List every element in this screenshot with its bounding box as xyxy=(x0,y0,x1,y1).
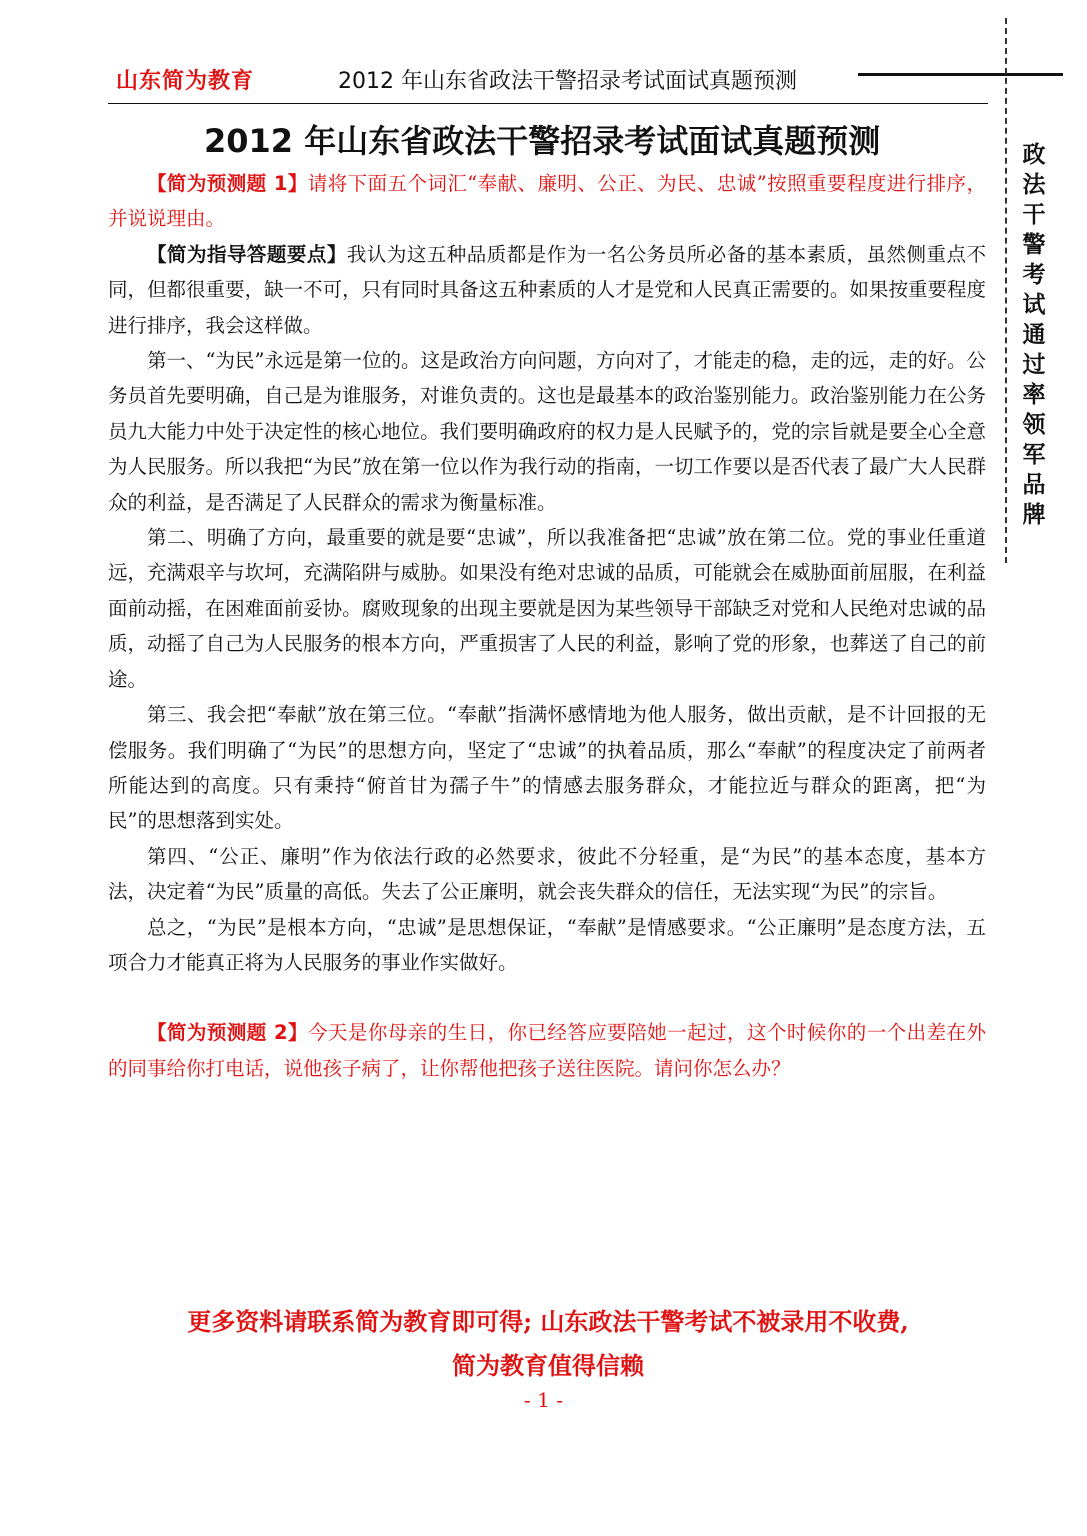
question-1-text: 请将下面五个词汇“奉献、廉明、公正、为民、忠诚”按照重要程度进行排序，并说说理由。 xyxy=(108,172,986,231)
question-1 xyxy=(108,166,986,237)
answer-paragraph-4: 第四、“公正、廉明”作为依法行政的必然要求，彼此不分轻重，是“为民”的基本态度，基本方法，决定着“为民”质量的高低。失去了公正廉明，就会丧失群众的信任，无法实现“为民”的宗旨。 xyxy=(108,844,986,904)
answer-paragraph-5: 总之，“为民”是根本方向，“忠诚”是思想保证，“奉献”是情感要求。“公正廉明”是态度方法，五项合力才能真正将为人民服务的事业作实做好。 xyxy=(108,915,986,974)
answer-intro-text: 我认为这五种品质都是作为一名公务员所必备的基本素质，虽然侧重点不同，但都很重要，缺一不可，只有同时具备这五种素质的人才是党和人民真正需要的。如果按重要程度进行排序，我会这样做。 xyxy=(108,242,986,337)
question-2 xyxy=(108,1015,986,1086)
cut-line xyxy=(1005,18,1007,563)
answer-label: 【简为指导答题要点】 xyxy=(147,242,347,266)
answer-intro xyxy=(108,237,986,343)
header-title: 2012 年山东省政法干警招录考试面试真题预测 xyxy=(338,69,797,94)
page-title: 2012 年山东省政法干警招录考试面试真题预测 xyxy=(204,122,881,160)
answer-paragraph-3: 第三、我会把“奉献”放在第三位。“奉献”指满怀感情地为他人服务，做出贡献，是不计回报的无偿服务。我们明确了“为民”的思想方向，坚定了“忠诚”的执着品质，那么“奉献”的程度决定了前两者所能达到的高度。只有秉持“俯首甘为孺子牛”的情感去服务群众，才能拉近与群众的距离，把“为民”的思想落到实处。 xyxy=(108,703,986,833)
footer-promo xyxy=(108,1300,988,1388)
page-number: - 1 - xyxy=(524,1388,563,1412)
document-body xyxy=(108,166,986,1086)
answer-paragraph-2: 第二、明确了方向，最重要的就是要“忠诚”，所以我准备把“忠诚”放在第二位。党的事业任重道远，充满艰辛与坎坷，充满陷阱与威胁。如果没有绝对忠诚的品质，可能就会在威胁面前屈服，在利益面前动摇，在困难面前妥协。腐败现象的出现主要就是因为某些领导干部缺乏对党和人民绝对忠诚的品质，动摇了自己为人民服务的根本方向，严重损害了人民的利益，影响了党的形象，也葬送了自己的前途。 xyxy=(108,526,986,691)
question-1-label: 【简为预测题 1】 xyxy=(147,172,308,195)
header-rule-thin xyxy=(108,103,988,104)
header-brand: 山东简为教育 xyxy=(116,68,255,94)
header-rule-thick xyxy=(858,73,1063,76)
footer-line-1: 更多资料请联系简为教育即可得; 山东政法干警考试不被录用不收费, xyxy=(187,1307,909,1336)
question-2-label: 【简为预测题 2】 xyxy=(147,1021,308,1045)
question-2-text: 今天是你母亲的生日，你已经答应要陪她一起过，这个时候你的一个出差在外的同事给你打电话，说他孩子病了，让你帮他把孩子送往医院。请问你怎么办？ xyxy=(108,1021,986,1080)
side-slogan: 政法干警考试通过率领军品牌 xyxy=(1022,141,1046,528)
footer-line-2: 简为教育值得信赖 xyxy=(452,1351,644,1380)
spacer xyxy=(108,980,986,1015)
answer-paragraph-1: 第一、“为民”永远是第一位的。这是政治方向问题，方向对了，才能走的稳，走的远，走的好。公务员首先要明确，自己是为谁服务，对谁负责的。这也是最基本的政治鉴别能力。政治鉴别能力在公务员九大能力中处于决定性的核心地位。我们要明确政府的权力是人民赋予的，党的宗旨就是要全心全意为人民服务。所以我把“为民”放在第一位以作为我行动的指南，一切工作要以是否代表了最广大人民群众的利益，是否满足了人民群众的需求为衡量标准。 xyxy=(108,349,986,514)
